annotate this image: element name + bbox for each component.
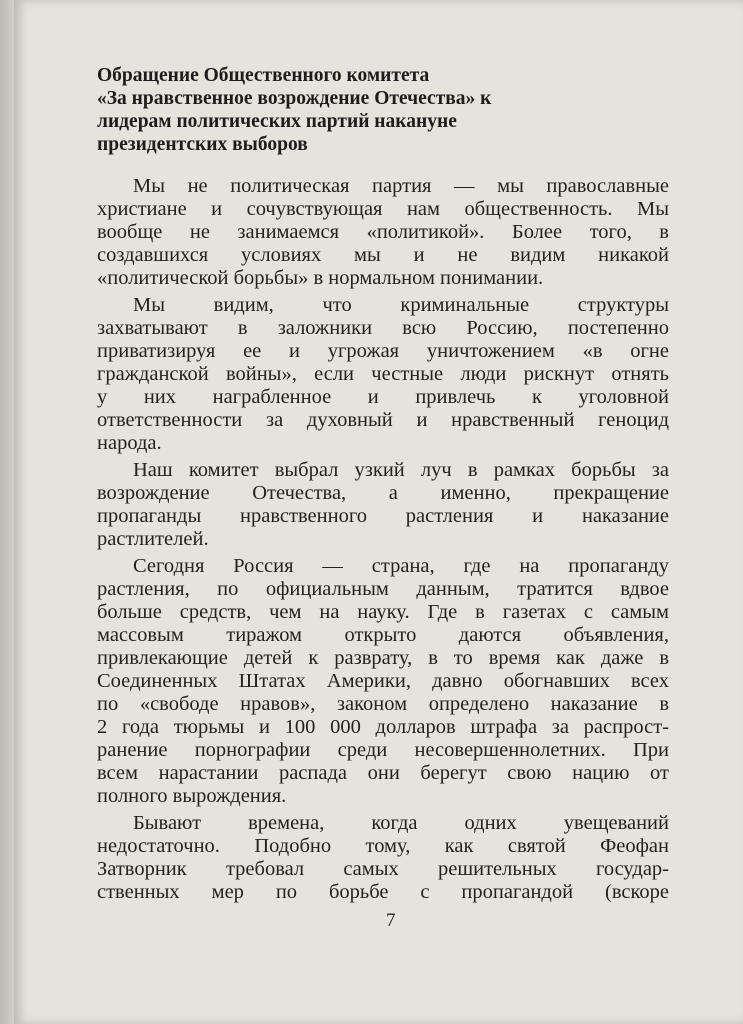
book-spine [0, 0, 14, 1024]
paragraph [97, 175, 669, 290]
text-line: по «свободе нравов», законом определено наказание в [97, 693, 669, 715]
text-line: растления, по официальным данным, тратится вдвое [97, 578, 669, 600]
text-line: захватывают в заложники всю Россию, постепенно [97, 317, 669, 339]
text-line: массовым тиражом открыто даются объявления, [97, 624, 669, 646]
text-line: возрождение Отечества, а именно, прекращение [97, 482, 669, 504]
paragraph [97, 294, 669, 455]
text-line: 2 года тюрьмы и 100 000 долларов штрафа за распрост- [97, 716, 669, 738]
text-line: полного вырождения. [97, 785, 287, 807]
text-line: приватизируя ее и угрожая уничтожением «в огне [97, 340, 669, 362]
heading-line: президентских выборов [97, 134, 308, 155]
paragraph [97, 812, 669, 904]
article-heading [97, 64, 637, 156]
text-line: ранение порнографии среди несовершеннолетних. При [97, 739, 669, 761]
paragraph [97, 459, 669, 551]
text-line: христиане и сочувствующая нам общественность. Мы [97, 198, 669, 220]
text-line: вообще не занимаемся «политикой». Более того, в [97, 221, 669, 243]
text-line: привлекающие детей к разврату, в то время как даже в [97, 647, 669, 669]
text-line: создавшихся условиях мы и не видим никакой [97, 244, 669, 266]
text-line: гражданской войны», если честные люди рискнут отнять [97, 363, 669, 385]
heading-line: «За нравственное возрождение Отечества» к [97, 88, 492, 109]
page-number: 7 [386, 910, 396, 931]
text-line: пропаганды нравственного растления и наказание [97, 505, 669, 527]
text-line: Мы видим, что криминальные структуры [133, 294, 669, 316]
text-line: растлителей. [97, 528, 209, 550]
text-line: Наш комитет выбрал узкий луч в рамках борьбы за [133, 459, 669, 481]
text-line: «политической борьбы» в нормальном понимании. [97, 267, 544, 289]
text-line: больше средств, чем на науку. Где в газетах с самым [97, 601, 669, 623]
text-line: ственных мер по борьбе с пропагандой (вскоре [97, 881, 669, 903]
heading-line: лидерам политических партий накануне [97, 111, 457, 132]
text-line: недостаточно. Подобно тому, как святой Феофан [97, 835, 669, 857]
text-line: Соединенных Штатах Америки, давно обогнавших всех [97, 670, 669, 692]
text-line: Сегодня Россия — страна, где на пропаганду [133, 555, 669, 577]
text-line: у них награбленное и привлечь к уголовной [97, 386, 669, 408]
text-line: всем нарастании распада они берегут свою нацию от [97, 762, 669, 784]
text-line: ответственности за духовный и нравственный геноцид [97, 409, 669, 431]
text-line: Затворник требовал самых решительных государ- [97, 858, 669, 880]
paragraph [97, 555, 669, 808]
text-line: Бывают времена, когда одних увещеваний [133, 812, 669, 834]
text-line: народа. [97, 432, 162, 454]
text-line: Мы не политическая партия — мы православные [133, 175, 669, 197]
article-body [97, 175, 669, 908]
heading-line: Обращение Общественного комитета [97, 65, 430, 86]
